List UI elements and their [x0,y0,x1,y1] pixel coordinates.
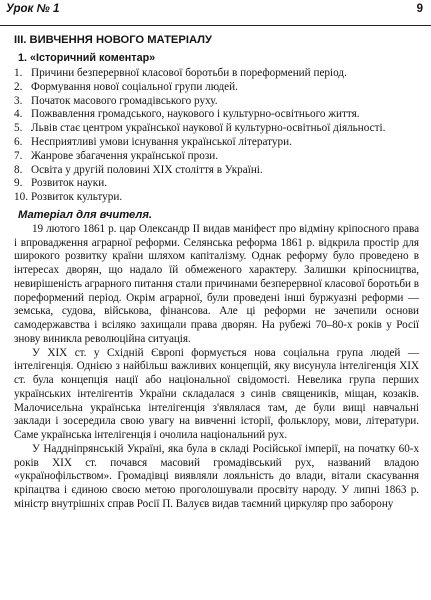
list-item [14,67,419,81]
list-item-number: 9. [14,177,23,190]
list-item [14,191,419,205]
list-item [14,95,419,109]
list-item-number: 5. [14,122,23,135]
list-item-text: Причини безперервної класової боротьби в пореформений період. [31,67,347,79]
section-title: ІІІ. ВИВЧЕННЯ НОВОГО МАТЕРІАЛУ [14,34,212,46]
lesson-label: Урок № 1 [6,3,60,15]
material-title: Матеріал для вчителя. [18,208,153,221]
list-item [14,136,419,150]
list-item [14,81,419,95]
list-item-number: 8. [14,163,23,176]
list-item [14,150,419,164]
list-item-number: 3. [14,94,23,107]
topic-list [14,67,419,205]
list-item-number: 2. [14,80,23,93]
list-item-number: 6. [14,135,23,148]
paragraph-reform: 19 лютого 1861 р. цар Олександр ІІ видав маніфест про відміну кріпосного права і впровадження аграрної реформи. Селянська реформа 1861 р. відкрила простір для широкого розвитку країни шляхом капіталізму. Однак реформу було проведено в інтересах дворян, що надало їй обмеженого характеру. Залишки кріпосництва, невирішеність аграрного питання стали причинами безперервної класової боротьби в пореформений період. Окрім аграрної, були проведені інші буржуазні реформи — земська, судова, військова, фінансова. Але ці реформи не зачепили основи самодержавства і всіляко захищали права дворян. На рубежі 70–80-х років у Росії знову виникла революційна ситуація. [14,222,419,345]
list-item-number: 7. [14,149,23,162]
list-item-text: Львів стає центром української наукової й культурно-освітньої діяльності. [31,122,386,135]
list-item-text: Жанрове збагачення української прози. [31,149,219,162]
list-item [14,177,419,191]
list-item-text: Несприятливі умови існування української літератури. [31,135,292,148]
list-item [14,122,419,136]
page-content [14,33,419,512]
list-item [14,108,419,122]
list-item-text: Формування нової соціальної групи людей. [31,80,238,93]
list-item-text: Освіта у другій половині ХІХ століття в Україні. [31,163,263,176]
subsection-title: 1. «Історичний коментар» [18,52,156,64]
paragraph-intelligentsia: У ХІХ ст. у Східній Європі формується нова соціальна група людей — інтелігенція. Однією з найбільш важливих концепцій, яку висунула інтелігенція ХІХ ст. була концепція нації або національної свідомості. Невелика група перших українських інтелігентів України складалася з синів священиків, міщан, козаків. Малочисельна українська інтелігенція з'являлася там, де були вищі навчальні заклади і зосередила свою увагу на вивченні історії, фольклору, мови, літератури. Саме українська інтелігенція і очолила національний рух. [14,346,419,442]
list-item-text: Початок масового громадівського руху. [31,94,218,107]
list-item-text: Пожвавлення громадського, наукового і культурно-освітнього життя. [31,108,360,121]
page-header [0,0,431,26]
list-item-number: 10. [14,191,28,204]
list-item [14,164,419,178]
page-number: 9 [416,3,423,15]
list-item-text: Розвиток науки. [31,177,107,190]
list-item-text: Розвиток культури. [31,191,123,204]
list-item-number: 1. [14,67,23,79]
paragraph-hromada-movement: У Наддніпрянській Україні, яка була в складі Російської імперії, на початку 60-х років ХІХ ст. почався масовий громадівський рух, названий владою «українофільством». Громадівці виявляли лояльність до влади, вітали скасування кріпацтва і єдиною своєю метою проголошували просвіту народу. У липні 1863 р. міністр внутрішніх справ Росії П. Валуєв видав таємний циркуляр про заборону [14,442,419,510]
list-item-number: 4. [14,108,23,121]
